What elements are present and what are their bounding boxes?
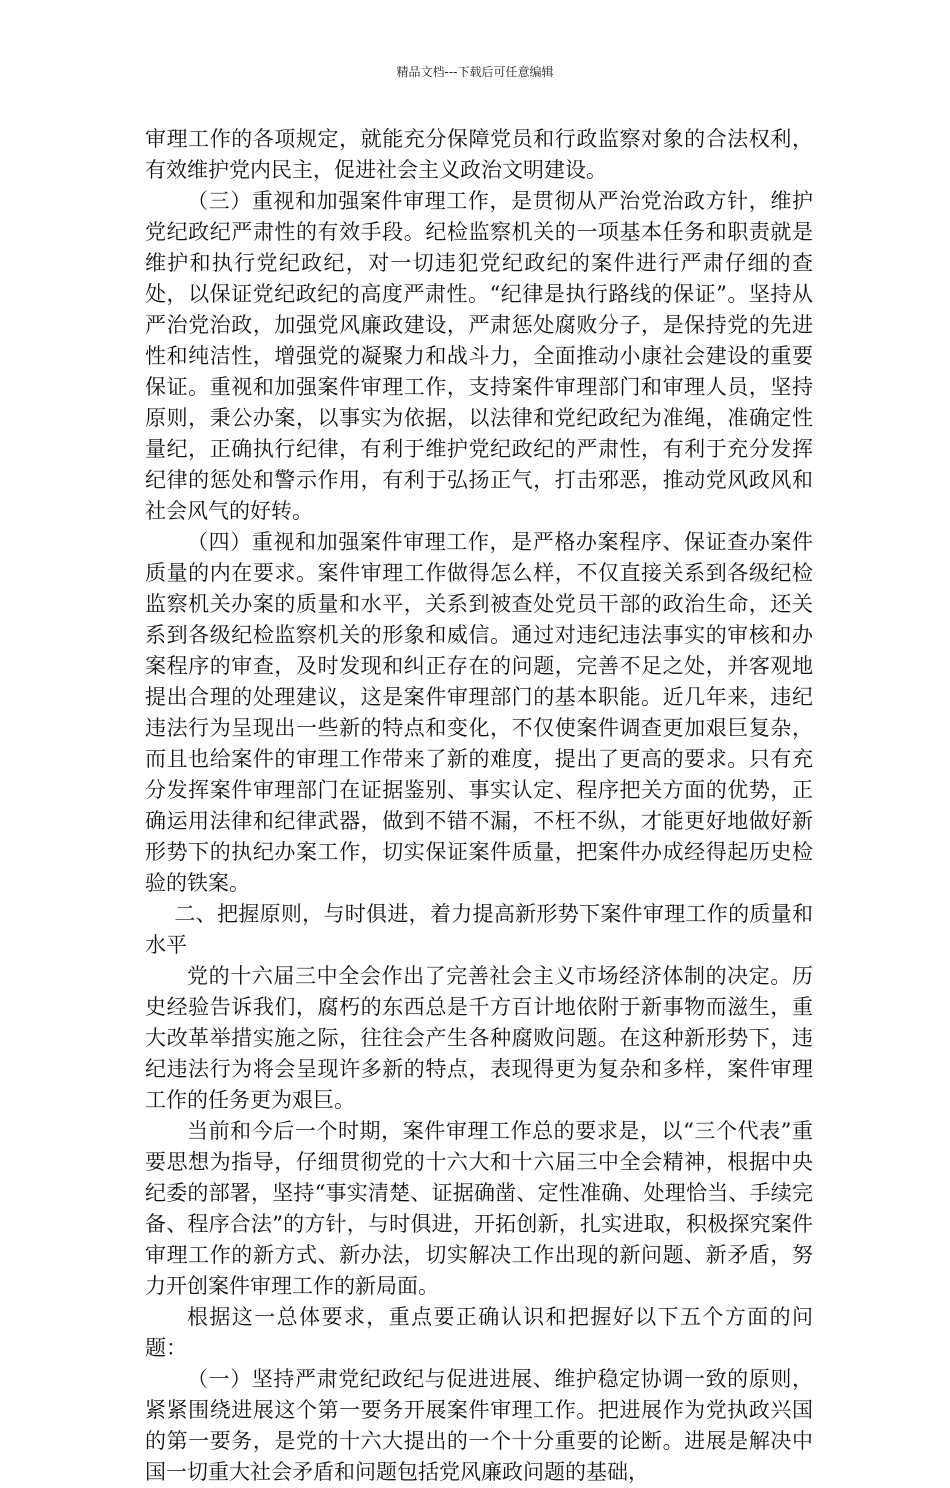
paragraph-section-3: （三）重视和加强案件审理工作，是贯彻从严治党治政方针，维护党纪政纪严肃性的有效手段。纪检监察机关的一项基本任务和职责就是维护和执行党纪政纪，对一切违犯党纪政纪的案件进行严肃仔细的查处，以保证党纪政纪的高度严肃性。“纪律是执行路线的保证”。坚持从严治党治政，加强党风廉政建设，严肃惩处腐败分子，是保持党的先进性和纯洁性，增强党的凝聚力和战斗力，全面推动小康社会建设的重要保证。重视和加强案件审理工作，支持案件审理部门和审理人员，坚持原则，秉公办案，以事实为依据，以法律和党纪政纪为准绳，准确定性量纪，正确执行纪律，有利于维护党纪政纪的严肃性，有利于充分发挥纪律的惩处和警示作用，有利于弘扬正气，打击邪恶，推动党风政风和社会风气的好转。 [145,189,813,523]
paragraph-requirements: 当前和今后一个时期，案件审理工作总的要求是，以“三个代表”重要思想为指导，仔细贯彻党的十六大和十六届三中全会精神，根据中央纪委的部署，坚持“事实清楚、证据确凿、定性准确、处理恰当、手续完备、程序合法”的方针，与时俱进，开拓创新，扎实进取，积极探究案件审理工作的新方式、新办法，切实解决工作出现的新问题、新矛盾，努力开创案件审理工作的新局面。 [145,1119,813,1298]
paragraph-section-4: （四）重视和加强案件审理工作，是严格办案程序、保证查办案件质量的内在要求。案件审理工作做得怎么样，不仅直接关系到各级纪检监察机关办案的质量和水平，关系到被查处党员干部的政治生命，还关系到各级纪检监察机关的形象和威信。通过对违纪违法事实的审核和办案程序的审查，及时发现和纠正存在的问题，完善不足之处，并客观地提出合理的处理建议，这是案件审理部门的基本职能。近几年来，违纪违法行为呈现出一些新的特点和变化，不仅使案件调查更加艰巨复杂，而且也给案件的审理工作带来了新的难度，提出了更高的要求。只有充分发挥案件审理部门在证据鉴别、事实认定、程序把关方面的优势，正确运用法律和纪律武器，做到不错不漏，不枉不纵，才能更好地做好新形势下的执纪办案工作，切实保证案件质量，把案件办成经得起历史检验的铁案。 [145,530,813,895]
document-body [145,124,813,1488]
paragraph-five-aspects: 根据这一总体要求，重点要正确认识和把握好以下五个方面的问题： [145,1305,813,1360]
paragraph-continuation: 审理工作的各项规定，就能充分保障党员和行政监察对象的合法权利，有效维护党内民主，促进社会主义政治文明建设。 [145,127,813,182]
paragraph-context: 党的十六届三中全会作出了完善社会主义市场经济体制的决定。历史经验告诉我们，腐朽的东西总是千方百计地依附于新事物而滋生，重大改革举措实施之际，往往会产生各种腐败问题。在这种新形势下，违纪违法行为将会呈现许多新的特点，表现得更为复杂和多样，案件审理工作的任务更为艰巨。 [145,964,813,1112]
section-heading-2: 二、把握原则，与时俱进，着力提高新形势下案件审理工作的质量和水平 [145,902,813,957]
paragraph-principle-1: （一）坚持严肃党纪政纪与促进进展、维护稳定协调一致的原则，紧紧围绕进展这个第一要务开展案件审理工作。把进展作为党执政兴国的第一要务，是党的十六大提出的一个十分重要的论断。进展是解决中国一切重大社会矛盾和问题包括党风廉政问题的基础， [145,1367,813,1484]
page-header: 精品文档---下载后可任意编辑 [396,65,554,79]
